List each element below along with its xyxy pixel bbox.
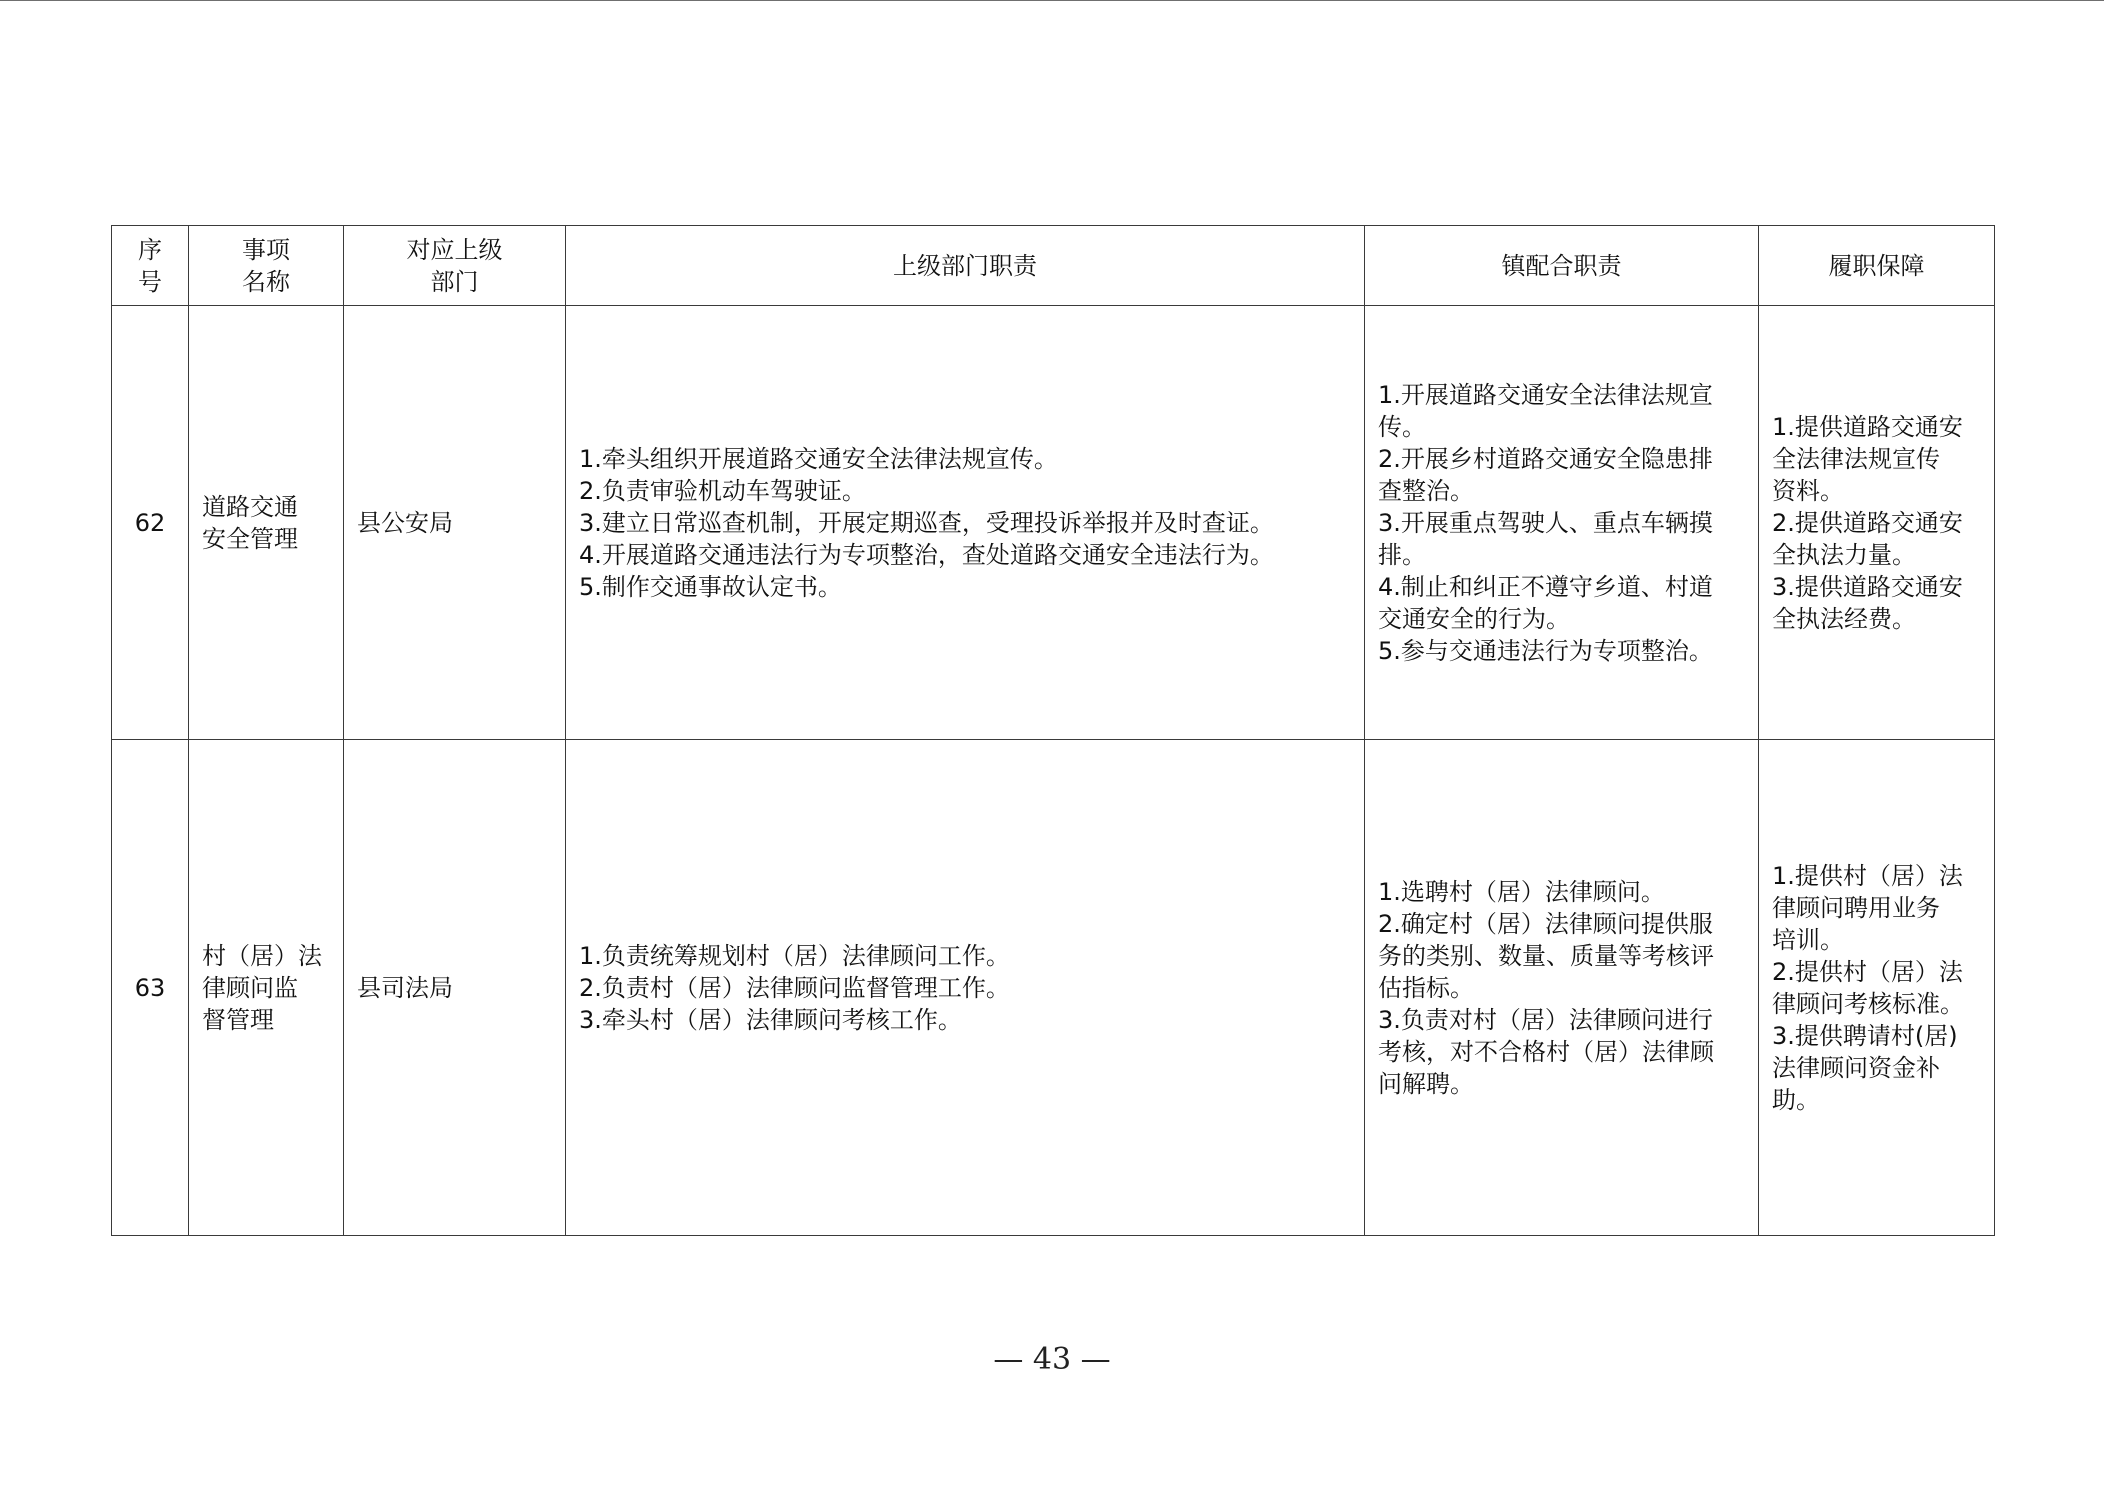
- item-name-line: 督管理: [202, 1005, 274, 1034]
- duty-line: 5.制作交通事故认定书。: [579, 572, 842, 601]
- town-duty-line: 考核，对不合格村（居）法律顾: [1378, 1037, 1714, 1066]
- town-duty-cell: [1365, 306, 1759, 740]
- item-name-line: 律顾问监: [202, 973, 298, 1002]
- duty-line: 1.负责统筹规划村（居）法律顾问工作。: [579, 941, 1010, 970]
- guarantee-line: 2.提供村（居）法: [1772, 957, 1963, 986]
- town-duty-line: 传。: [1378, 412, 1426, 441]
- header-upper-dept: [344, 226, 566, 306]
- guarantee-line: 律顾问考核标准。: [1772, 989, 1964, 1018]
- item-name-cell: [189, 306, 344, 740]
- header-no-line2: 号: [138, 267, 162, 296]
- guarantee-line: 1.提供道路交通安: [1772, 412, 1963, 441]
- upper-duty-cell: [566, 740, 1365, 1236]
- duty-table: [111, 225, 1995, 1236]
- guarantee-line: 3.提供聘请村(居): [1772, 1021, 1958, 1050]
- guarantee-line: 1.提供村（居）法: [1772, 861, 1963, 890]
- town-duty-line: 1.开展道路交通安全法律法规宣: [1378, 380, 1713, 409]
- town-duty-line: 2.确定村（居）法律顾问提供服: [1378, 909, 1713, 938]
- town-duty-line: 估指标。: [1378, 973, 1474, 1002]
- item-name-line: 道路交通: [202, 492, 298, 521]
- guarantee-line: 律顾问聘用业务: [1772, 893, 1940, 922]
- item-name-cell: [189, 740, 344, 1236]
- town-duty-line: 4.制止和纠正不遵守乡道、村道: [1378, 572, 1713, 601]
- duty-line: 1.牵头组织开展道路交通安全法律法规宣传。: [579, 444, 1058, 473]
- town-duty-line: 务的类别、数量、质量等考核评: [1378, 941, 1714, 970]
- guarantee-cell: [1759, 740, 1995, 1236]
- guarantee-line: 全执法经费。: [1772, 604, 1916, 633]
- town-duty-line: 5.参与交通违法行为专项整治。: [1378, 636, 1713, 665]
- row-number: 63: [112, 740, 189, 1236]
- guarantee-line: 2.提供道路交通安: [1772, 508, 1963, 537]
- town-duty-line: 3.开展重点驾驶人、重点车辆摸: [1378, 508, 1713, 537]
- table-row: [112, 306, 1995, 740]
- guarantee-line: 法律顾问资金补: [1772, 1053, 1940, 1082]
- row-number: 62: [112, 306, 189, 740]
- town-duty-line: 3.负责对村（居）法律顾问进行: [1378, 1005, 1713, 1034]
- upper-duty-cell: [566, 306, 1365, 740]
- duty-line: 4.开展道路交通违法行为专项整治，查处道路交通安全违法行为。: [579, 540, 1274, 569]
- duty-line: 3.牵头村（居）法律顾问考核工作。: [579, 1005, 962, 1034]
- guarantee-line: 全法律法规宣传: [1772, 444, 1940, 473]
- duty-line: 3.建立日常巡查机制，开展定期巡查，受理投诉举报并及时查证。: [579, 508, 1274, 537]
- guarantee-cell: [1759, 306, 1995, 740]
- header-upper-duty: 上级部门职责: [566, 226, 1365, 306]
- header-guarantee: 履职保障: [1759, 226, 1995, 306]
- upper-dept-cell: 县公安局: [344, 306, 566, 740]
- duty-line: 2.负责村（居）法律顾问监督管理工作。: [579, 973, 1010, 1002]
- town-duty-line: 交通安全的行为。: [1378, 604, 1570, 633]
- header-dept-line2: 部门: [430, 267, 479, 296]
- page-top-border: [0, 0, 2104, 1]
- header-item-line2: 名称: [242, 267, 290, 296]
- town-duty-cell: [1365, 740, 1759, 1236]
- table-row: [112, 740, 1995, 1236]
- header-item-line1: 事项: [242, 235, 290, 264]
- header-town-duty: 镇配合职责: [1365, 226, 1759, 306]
- header-item-name: [189, 226, 344, 306]
- town-duty-line: 查整治。: [1378, 476, 1474, 505]
- town-duty-line: 排。: [1378, 540, 1426, 569]
- page-number: — 43 —: [993, 1342, 1111, 1377]
- guarantee-line: 3.提供道路交通安: [1772, 572, 1963, 601]
- town-duty-line: 问解聘。: [1378, 1069, 1474, 1098]
- duty-line: 2.负责审验机动车驾驶证。: [579, 476, 866, 505]
- upper-dept-cell: 县司法局: [344, 740, 566, 1236]
- header-no-line1: 序: [138, 235, 162, 264]
- header-row: [112, 226, 1995, 306]
- header-dept-line1: 对应上级: [406, 235, 503, 264]
- guarantee-line: 全执法力量。: [1772, 540, 1916, 569]
- town-duty-line: 2.开展乡村道路交通安全隐患排: [1378, 444, 1713, 473]
- item-name-line: 村（居）法: [202, 941, 322, 970]
- guarantee-line: 培训。: [1772, 925, 1844, 954]
- guarantee-line: 助。: [1772, 1085, 1820, 1114]
- guarantee-line: 资料。: [1772, 476, 1844, 505]
- item-name-line: 安全管理: [202, 524, 298, 553]
- header-no: [112, 226, 189, 306]
- town-duty-line: 1.选聘村（居）法律顾问。: [1378, 877, 1665, 906]
